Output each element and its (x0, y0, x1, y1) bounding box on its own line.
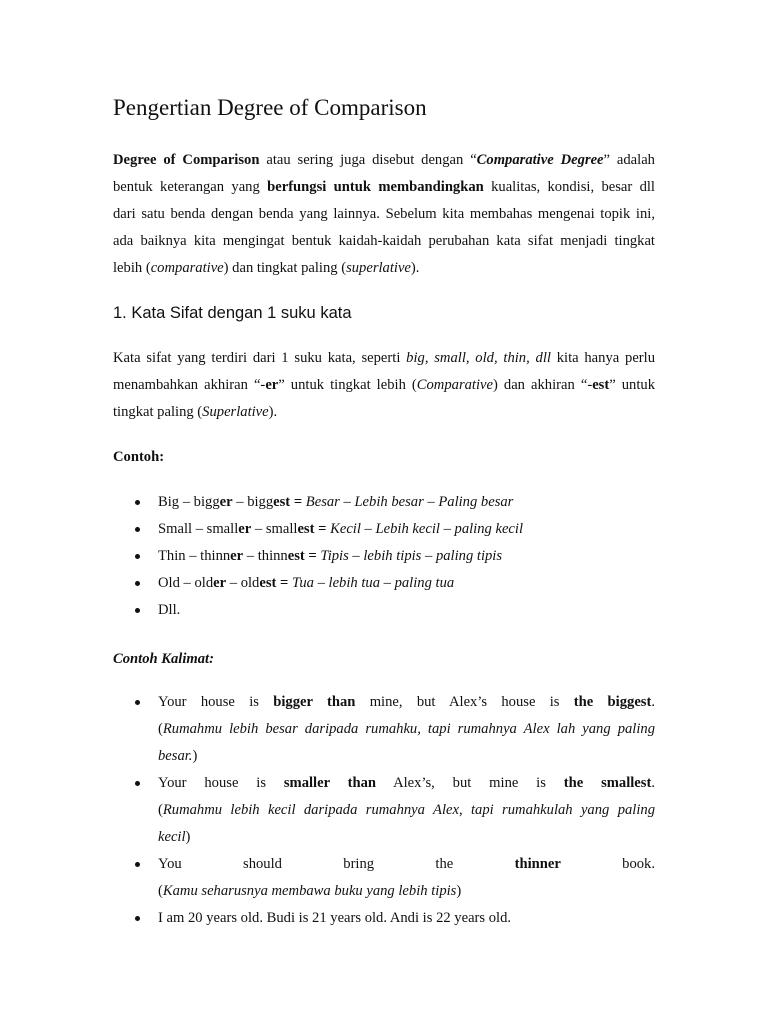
list-item: Dll. (113, 597, 655, 624)
bullet-icon (135, 554, 140, 559)
bullet-icon (135, 608, 140, 613)
section-heading: 1. Kata Sifat dengan 1 suku kata (113, 304, 352, 322)
list-item: Thin – thinner – thinnest = Tipis – lebih tipis – paling tipis (113, 543, 655, 570)
emphasis-bold: berfungsi untuk membandingkan (267, 179, 484, 195)
intro-paragraph (113, 147, 655, 282)
section-line-2: menambahkan akhiran “-er” untuk tingkat lebih (Comparative) dan akhiran “-est” untuk (113, 377, 655, 393)
intro-line-5: lebih (comparative) dan tingkat paling (superlative). (113, 260, 420, 276)
intro-line-4: ada baiknya kita mengingat bentuk kaidah-kaidah perubahan kata sifat menjadi tingkat (113, 233, 655, 249)
intro-line-3: dari satu benda dengan benda yang lainnya. Sebelum kita membahas mengenai topik ini, (113, 206, 655, 222)
examples-list (113, 489, 655, 624)
list-item: Your house is bigger than mine, but Alex’s house is the biggest. (Rumahmu lebih besar daripada rumahku, tapi rumahnya Alex lah yang paling besar.) (113, 689, 655, 770)
list-item: Small – smaller – smallest = Kecil – Lebih kecil – paling kecil (113, 516, 655, 543)
list-item: You should bring the thinner book. (Kamu seharusnya membawa buku yang lebih tipis) (113, 851, 655, 905)
page-title: Pengertian Degree of Comparison (113, 95, 427, 120)
bullet-icon (135, 500, 140, 505)
term-bold: Degree of Comparison (113, 152, 260, 168)
section-line-1: Kata sifat yang terdiri dari 1 suku kata, seperti big, small, old, thin, dll kita hanya perlu (113, 350, 656, 366)
intro-line-1: Degree of Comparison atau sering juga disebut dengan “Comparative Degree” adalah (113, 152, 655, 168)
bullet-icon (135, 781, 140, 786)
section-line-3: tingkat paling (Superlative). (113, 404, 278, 420)
term-comparative-degree: Comparative Degree (476, 152, 604, 168)
bullet-icon (135, 527, 140, 532)
list-item: I am 20 years old. Budi is 21 years old. Andi is 22 years old. (113, 905, 655, 932)
list-item: Your house is smaller than Alex’s, but mine is the smallest. (Rumahmu lebih kecil daripada rumahnya Alex, tapi rumahkulah yang paling kecil) (113, 770, 655, 851)
bullet-icon (135, 916, 140, 921)
bullet-icon (135, 862, 140, 867)
bullet-icon (135, 581, 140, 586)
contoh-kalimat-label: Contoh Kalimat: (113, 651, 214, 667)
list-item: Big – bigger – biggest = Besar – Lebih besar – Paling besar (113, 489, 655, 516)
list-item: Old – older – oldest = Tua – lebih tua – paling tua (113, 570, 655, 597)
sentences-list (113, 689, 655, 932)
bullet-icon (135, 700, 140, 705)
section-paragraph (113, 345, 655, 426)
contoh-label: Contoh: (113, 449, 165, 465)
intro-line-2: bentuk keterangan yang berfungsi untuk membandingkan kualitas, kondisi, besar dll (113, 179, 655, 195)
